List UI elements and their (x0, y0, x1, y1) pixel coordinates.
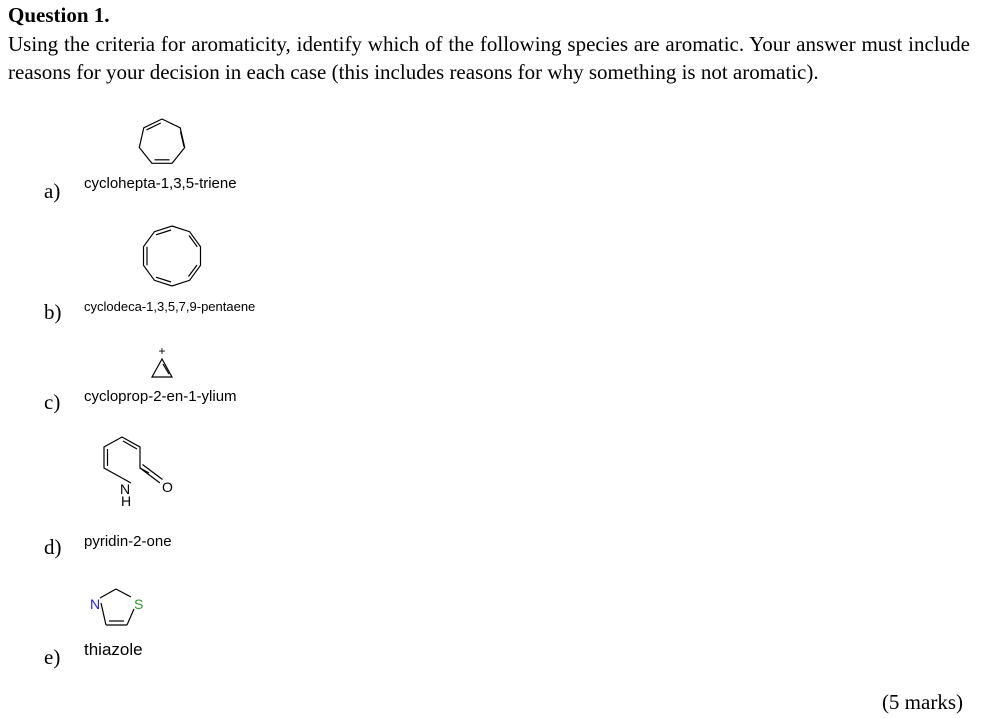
item-letter-e: e) (44, 645, 61, 669)
item-letter-b: b) (44, 300, 62, 324)
pyridinone-h-label: H (121, 493, 132, 509)
structure-cyclodecapentaene (136, 222, 208, 290)
thiazole-s-label: S (134, 596, 144, 612)
compound-name-e: thiazole (84, 640, 143, 659)
structure-thiazole (82, 582, 154, 638)
thiazole-n-label: N (90, 596, 101, 612)
structure-cyclopropenium (142, 343, 182, 383)
compound-name-d: pyridin-2-one (84, 533, 172, 550)
compound-name-c: cycloprop-2-en-1-ylium (84, 388, 237, 405)
pyridinone-o-label: O (162, 479, 173, 495)
question-text: Using the criteria for aromaticity, identify which of the following species are aromatic. Your answer must include reasons for your decision in each case (this includes reasons for why something is not aromatic). (8, 32, 970, 84)
item-letter-a: a) (44, 179, 61, 203)
compound-name-b: cyclodeca-1,3,5,7,9-pentaene (84, 299, 256, 314)
structure-pyridinone (96, 432, 186, 510)
charge-symbol: + (158, 344, 166, 358)
item-letter-c: c) (44, 390, 61, 414)
question-title: Question 1. (8, 3, 110, 27)
compound-name-a: cyclohepta-1,3,5-triene (84, 175, 237, 192)
marks-label: (5 marks) (881, 690, 963, 714)
pyridinone-n-label: N (120, 481, 131, 497)
structure-cycloheptatriene (130, 114, 194, 174)
item-letter-d: d) (44, 535, 62, 559)
